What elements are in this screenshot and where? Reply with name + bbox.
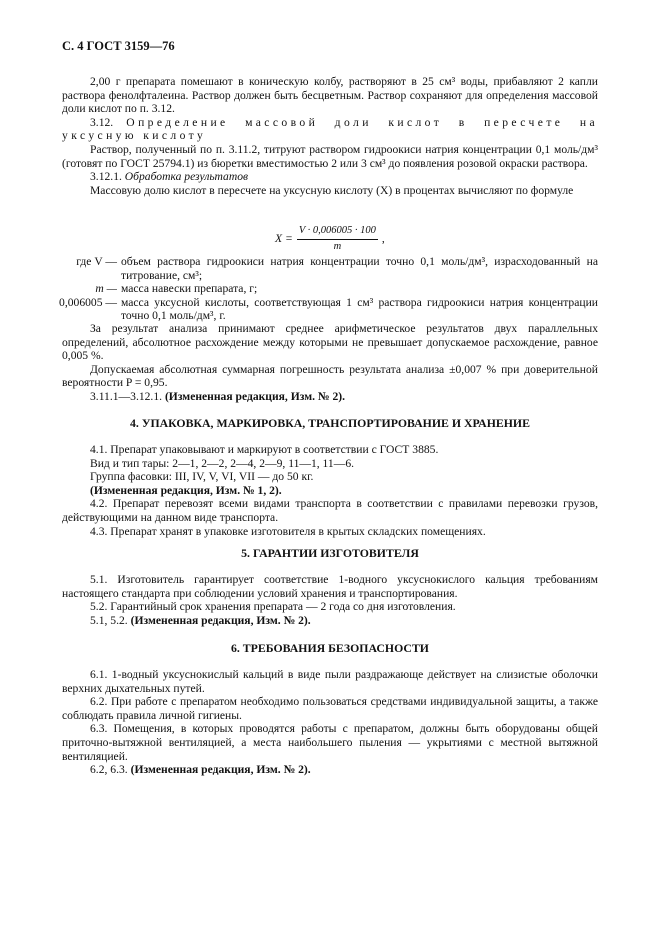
page-header: С. 4 ГОСТ 3159—76 xyxy=(62,39,175,53)
clause-number: 3.12.1. xyxy=(90,170,122,184)
definitions xyxy=(50,255,598,323)
section-6 xyxy=(62,668,598,777)
paragraph: 2,00 г препарата помешают в коническую колбу, растворяют в 25 см³ воды, прибавляют 2 капли раствора фенолфталеина. Раствор должен быть бесцветным. Раствор сохраняют для определения массовой доли кислот по п. 3.12. xyxy=(62,75,598,116)
section-4-heading: 4. УПАКОВКА, МАРКИРОВКА, ТРАНСПОРТИРОВАНИЕ И ХРАНЕНИЕ xyxy=(130,416,530,430)
paragraph: 6.2. При работе с препаратом необходимо пользоваться средствами индивидуальной защиты, а также соблюдать правила личной гигиены. xyxy=(62,695,598,722)
definition-item xyxy=(50,255,598,282)
definition-term: m — xyxy=(95,282,117,296)
clause-number: 3.12. xyxy=(90,115,114,129)
amendment-text: (Измененная редакция, Изм. № 2). xyxy=(130,763,311,777)
amendment-note xyxy=(62,763,598,777)
clause-number: 6.2, 6.3. xyxy=(90,763,128,777)
paragraph: 5.2. Гарантийный срок хранения препарата — 2 года со дня изготовления. xyxy=(90,600,456,614)
section-3-12 xyxy=(62,75,598,197)
paragraph-3-12-1 xyxy=(62,170,598,184)
clause-title: Определение массовой доли кислот в пересчете на уксусную кислоту xyxy=(62,115,598,143)
results-block xyxy=(62,322,598,404)
formula xyxy=(275,224,385,253)
section-5-heading: 5. ГАРАНТИИ ИЗГОТОВИТЕЛЯ xyxy=(241,546,419,560)
amendment-note xyxy=(62,390,598,404)
paragraph-3-12 xyxy=(62,116,598,143)
definition-text: масса навески препарата, г; xyxy=(121,282,258,296)
formula-lhs: X = xyxy=(275,231,293,245)
formula-fraction xyxy=(297,224,378,253)
section-5 xyxy=(62,573,598,627)
definition-term: где V — xyxy=(76,255,117,268)
paragraph: Массовую долю кислот в пересчете на уксусную кислоту (X) в процентах вычисляют по формуле xyxy=(90,183,574,197)
paragraph: 4.3. Препарат хранят в упаковке изготовителя в крытых складских помещениях. xyxy=(90,524,486,538)
paragraph: Допускаемая абсолютная суммарная погрешность результата анализа ±0,007 % при доверительной вероятности P = 0,95. xyxy=(62,362,598,390)
definition-item xyxy=(50,282,598,296)
paragraph: 6.3. Помещения, в которых проводятся работы с препаратом, должны быть оборудованы общей приточно-вытяжной вентиляцией, а места наибольшего пыления — укрытиями с местной вытяжной вентиляцией. xyxy=(62,722,598,763)
clause-number: 3.11.1—3.12.1. xyxy=(90,389,163,403)
section-6-heading: 6. ТРЕБОВАНИЯ БЕЗОПАСНОСТИ xyxy=(230,641,429,655)
definition-text: масса уксусной кислоты, соответствующая 1 см³ раствора гидроокиси натрия концентрации точно 0,1 моль/дм³, г. xyxy=(121,295,598,323)
paragraph: Раствор, полученный по п. 3.11.2, титруют раствором гидроокиси натрия концентрации 0,1 моль/дм³ (готовят по ГОСТ 25794.1) из бюретки вместимостью 2 или 3 см³ до появления розовой окраски раствора. xyxy=(62,142,598,170)
amendment-text: (Измененная редакция, Изм. № 2). xyxy=(164,389,346,403)
paragraph: Группа фасовки: III, IV, V, VI, VII — до 50 кг. xyxy=(90,470,314,484)
formula-numerator: V · 0,006005 · 100 xyxy=(297,224,378,240)
section-4 xyxy=(62,443,598,538)
paragraph: 6.1. 1-водный уксуснокислый кальций в виде пыли раздражающе действует на слизистые оболочки верхних дыхательных путей. xyxy=(62,668,598,695)
paragraph: 4.1. Препарат упаковывают и маркируют в соответствии с ГОСТ 3885. xyxy=(90,443,439,456)
paragraph: 4.2. Препарат перевозят всеми видами транспорта в соответствии с правилами перевозки грузов, действующими на данном виде транспорта. xyxy=(62,497,598,524)
paragraph: За результат анализа принимают среднее арифметическое результатов двух параллельных определений, абсолютное расхождение между которыми не превышает допускаемое расхождение, равное 0,005 %. xyxy=(62,322,598,363)
amendment-note: (Измененная редакция, Изм. № 1, 2). xyxy=(90,483,282,497)
paragraph: Вид и тип тары: 2—1, 2—2, 2—4, 2—9, 11—1, 11—6. xyxy=(90,456,355,470)
clause-number: 5.1, 5.2. xyxy=(90,613,128,627)
clause-title: Обработка результатов xyxy=(124,170,249,184)
definition-text: объем раствора гидроокиси натрия концентрации точно 0,1 моль/дм³, израсходованный на титрование, см³; xyxy=(121,255,598,282)
amendment-note xyxy=(62,614,598,628)
formula-tail: , xyxy=(381,231,385,245)
paragraph: 5.1. Изготовитель гарантирует соответствие 1-водного уксуснокислого кальция требованиям настоящего стандарта при соблюдении условий хранения и транспортирования. xyxy=(62,573,598,600)
definition-item xyxy=(50,296,598,323)
formula-denominator: m xyxy=(333,240,342,252)
amendment-text: (Измененная редакция, Изм. № 2). xyxy=(130,613,311,627)
definition-term: 0,006005 — xyxy=(59,295,117,309)
